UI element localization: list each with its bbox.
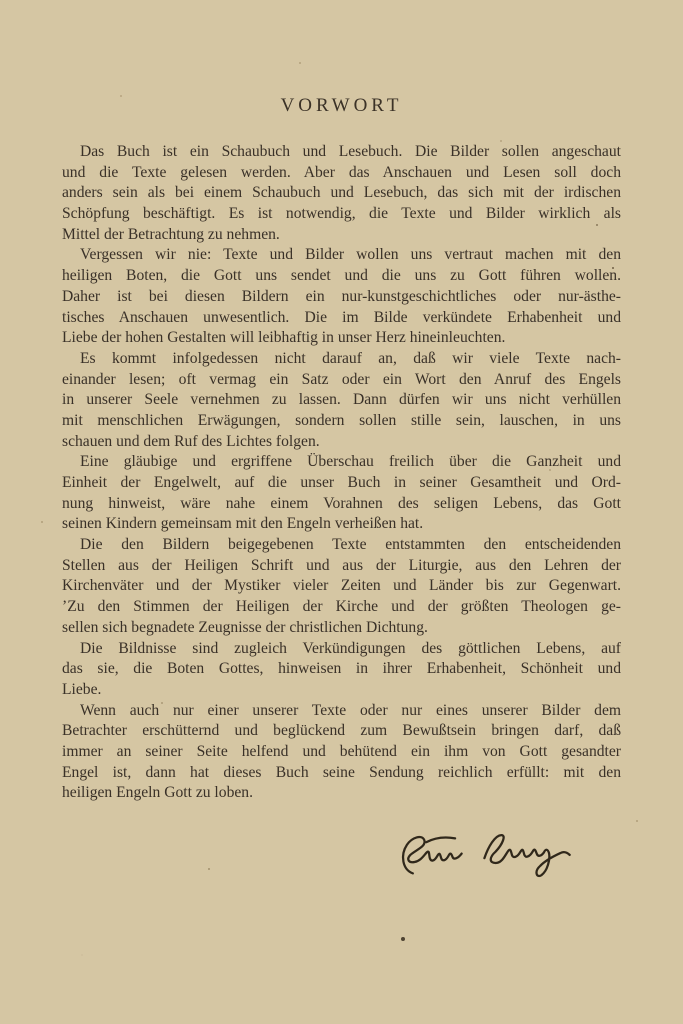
paper-speckles <box>0 0 2 2</box>
paragraph <box>62 142 621 245</box>
text-line: Betrachter erschütternd und beglückend zum Bewußtsein bringen darf, daß <box>62 722 621 740</box>
text-line: heiligen Engeln Gott zu loben. <box>62 784 253 802</box>
text-line: Engel ist, dann hat dieses Buch seine Sendung reichlich erfüllt: mit den <box>62 763 621 781</box>
paragraph <box>62 452 621 535</box>
paragraph <box>62 349 621 452</box>
text-line: ’Zu den Stimmen der Heiligen der Kirche und der größten Theologen ge- <box>62 598 621 616</box>
text-line: Das Buch ist ein Schaubuch und Lesebuch. Die Bilder sollen angeschaut <box>80 143 621 160</box>
text-line: Einheit der Engelwelt, auf die unser Buch in seiner Gesamtheit und Ord- <box>62 474 621 491</box>
text-line: Kirchenväter und der Mystiker vieler Zeiten und Länder bis zur Gegenwart. <box>62 577 621 595</box>
text-line: seinen Kindern gemeinsam mit den Engeln verheißen hat. <box>62 515 424 533</box>
paragraph <box>62 701 621 804</box>
preface-text <box>62 142 621 804</box>
text-line: sellen sich begnadete Zeugnisse der christlichen Dichtung. <box>62 618 428 636</box>
author-signature <box>395 824 582 891</box>
text-line: Die Bildnisse sind zugleich Verkündigungen des göttlichen Lebens, auf <box>80 639 621 657</box>
paragraph <box>62 535 621 638</box>
paragraph <box>62 245 621 348</box>
signature-handwriting-icon <box>395 824 582 891</box>
paragraph <box>62 639 621 701</box>
text-line: Mittel der Betrachtung zu nehmen. <box>62 225 280 243</box>
text-line: Vergessen wir nie: Texte und Bilder wollen uns vertraut machen mit den <box>80 246 621 264</box>
text-line: das sie, die Boten Gottes, hinweisen in ihrer Erhabenheit, Schönheit und <box>62 660 621 678</box>
text-line: Liebe der hohen Gestalten will leibhaftig in unser Herz hineinleuchten. <box>62 329 506 347</box>
text-line: in unserer Seele vernehmen zu lassen. Dann dürfen wir uns nicht verhüllen <box>62 391 621 409</box>
text-line: Liebe. <box>62 680 102 698</box>
page-title: VORWORT <box>280 95 403 116</box>
text-line: anders sein als bei einem Schaubuch und Lesebuch, das sich mit der irdischen <box>62 184 621 202</box>
text-line: Die den Bildern beigegebenen Texte entstammten den entscheidenden <box>80 536 621 554</box>
text-line: Daher ist bei diesen Bildern ein nur-kunstgeschichtliches oder nur-ästhe- <box>62 287 621 305</box>
text-line: mit menschlichen Erwägungen, sondern sollen stille sein, lauschen, in uns <box>62 411 621 429</box>
text-line: nung hinweist, wäre nahe einem Vorahnen des seligen Lebens, das Gott <box>62 494 621 512</box>
text-line: tisches Anschauen unwesentlich. Die im Bilde verkündete Erhabenheit und <box>62 308 621 326</box>
text-line: Schöpfung beschäftigt. Es ist notwendig, die Texte und Bilder wirklich als <box>62 205 621 223</box>
text-line: Eine gläubige und ergriffene Überschau freilich über die Ganzheit und <box>80 453 621 471</box>
text-line: Wenn auch nur einer unserer Texte oder nur eines unserer Bilder dem <box>80 701 621 719</box>
text-line: einander lesen; oft vermag ein Satz oder ein Wort den Anruf des Engels <box>62 370 621 388</box>
text-line: immer an seiner Seite helfend und behütend ein ihm von Gott gesandter <box>62 742 621 760</box>
text-line: Stellen aus der Heiligen Schrift und aus der Liturgie, aus den Lehren der <box>62 556 621 574</box>
text-line: heiligen Boten, die Gott uns sendet und die uns zu Gott führen wollen. <box>62 267 621 285</box>
text-line: und die Texte gelesen werden. Aber das Anschauen und Lesen soll doch <box>62 163 621 181</box>
text-line: schauen und dem Ruf des Lichtes folgen. <box>62 432 320 450</box>
text-line: Es kommt infolgedessen nicht darauf an, daß wir viele Texte nach- <box>80 349 621 367</box>
